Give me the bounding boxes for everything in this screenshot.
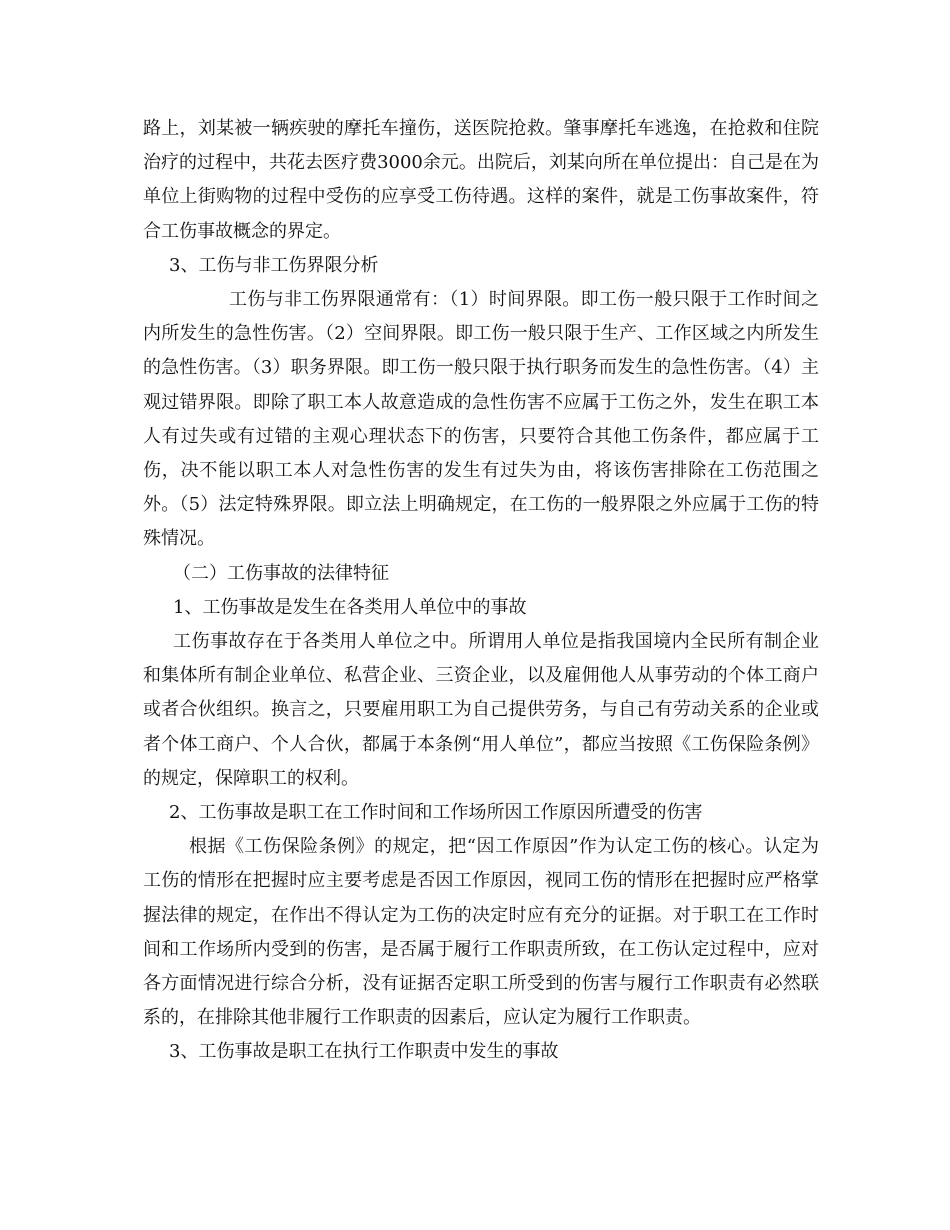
paragraph-work-cause: 根据《工伤保险条例》的规定，把“因工作原因”作为认定工伤的核心。认定为工伤的情形在把握时应主要考虑是否因工作原因，视同工伤的情形在把握时应严格掌握法律的规定，在作出不得认定为工伤的决定时应有充分的证据。对于职工在工作时间和工作场所内受到的伤害，是否属于履行工作职责所致，在工伤认定过程中，应对各方面情况进行综合分析，没有证据否定职工所受到的伤害与履行工作职责有必然联系的，在排除其他非履行工作职责的因素后，应认定为履行工作职责。 bbox=[143, 836, 819, 1029]
heading-injury-boundary-analysis: 3、工伤与非工伤界限分析 bbox=[169, 254, 379, 276]
document-body bbox=[143, 112, 819, 1070]
paragraph-employer-definition: 工伤事故存在于各类用人单位之中。所谓用人单位是指我国境内全民所有制企业和集体所有制企业单位、私营企业、三资企业，以及雇佣他人从事劳动的个体工商户或者合伙组织。换言之，只要雇用职工为自己提供劳务，与自己有劳动关系的企业或者个体工商户、个人合伙，都属于本条例“用人单位”，都应当按照《工伤保险条例》的规定，保障职工的权利。 bbox=[143, 631, 819, 789]
heading-legal-characteristics: （二）工伤事故的法律特征 bbox=[173, 562, 389, 584]
paragraph-injury-boundaries: 工伤与非工伤界限通常有：（1）时间界限。即工伤一般只限于工作时间之内所发生的急性伤害。（2）空间界限。即工伤一般只限于生产、工作区域之内所发生的急性伤害。（3）职务界限。即工伤一般只限于执行职务而发生的急性伤害。（4）主观过错界限。即除了职工本人故意造成的急性伤害不应属于工伤之外，发生在职工本人有过失或有过错的主观心理状态下的伤害，只要符合其他工伤条件，都应属于工伤，决不能以职工本人对急性伤害的发生有过失为由，将该伤害排除在工伤范围之外。（5）法定特殊界限。即立法上明确规定，在工伤的一般界限之外应属于工伤的特殊情况。 bbox=[143, 289, 819, 550]
heading-work-time-place: 2、工伤事故是职工在工作时间和工作场所因工作原因所遭受的伤害 bbox=[169, 802, 703, 824]
heading-duty-accidents: 3、工伤事故是职工在执行工作职责中发生的事故 bbox=[169, 1041, 559, 1063]
heading-employer-accidents: 1、工伤事故是发生在各类用人单位中的事故 bbox=[173, 596, 527, 618]
paragraph-case-description: 路上，刘某被一辆疾驶的摩托车撞伤，送医院抢救。肇事摩托车逃逸，在抢救和住院治疗的过程中，共花去医疗费3000余元。出院后，刘某向所在单位提出：自己是在为单位上街购物的过程中受伤的应享受工伤待遇。这样的案件，就是工伤事故案件，符合工伤事故概念的界定。 bbox=[143, 118, 819, 242]
